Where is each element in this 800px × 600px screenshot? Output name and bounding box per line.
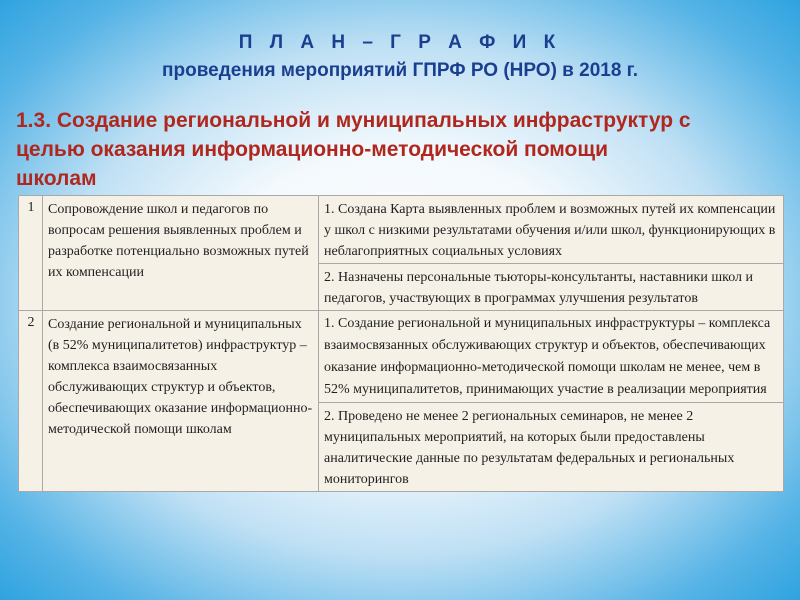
row-number: 2: [19, 311, 43, 492]
result-cell: 1. Создана Карта выявленных проблем и возможных путей их компенсации у школ с низкими результатами обучения и/или школ, функционирующих в неблагоприятных социальных условиях: [319, 196, 784, 264]
row-number: 1: [19, 196, 43, 311]
result-cell: 2. Назначены персональные тьюторы-консультанты, наставники школ и педагогов, участвующих в программах улучшения результатов: [319, 264, 784, 311]
result-cell: 1. Создание региональной и муниципальных инфраструктуры – комплекса взаимосвязанных обслуживающих структур и объектов, обеспечивающих оказание информационно-методической помощи школам не менее, чем в 52% муниципалитетов, принимающих участие в реализации мероприятия: [319, 311, 784, 403]
section-heading: [16, 106, 796, 193]
section-heading-line: школам: [16, 167, 97, 190]
plan-table: [18, 195, 784, 492]
plan-title: П Л А Н – Г Р А Ф И К: [238, 32, 562, 53]
section-heading-line: 1.3. Создание региональной и муниципальных инфраструктур с: [16, 109, 691, 132]
task-cell: Создание региональной и муниципальных (в 52% муниципалитетов) инфраструктур – комплекса взаимосвязанных обслуживающих структур и объектов, обеспечивающих оказание информационно-методической помощи школам: [43, 311, 319, 492]
table-row: [19, 311, 784, 403]
section-heading-line: целью оказания информационно-методической помощи: [16, 138, 609, 161]
task-cell: Сопровождение школ и педагогов по вопросам решения выявленных проблем и разработке потенциально возможных путей их компенсации: [43, 196, 319, 311]
table-row: [19, 196, 784, 264]
result-cell: 2. Проведено не менее 2 региональных семинаров, не менее 2 муниципальных мероприятий, на которых были предоставлены аналитические данные по результатам федеральных и региональных мониторингов: [319, 403, 784, 492]
plan-subtitle: проведения мероприятий ГПРФ РО (НРО) в 2018 г.: [162, 60, 638, 81]
